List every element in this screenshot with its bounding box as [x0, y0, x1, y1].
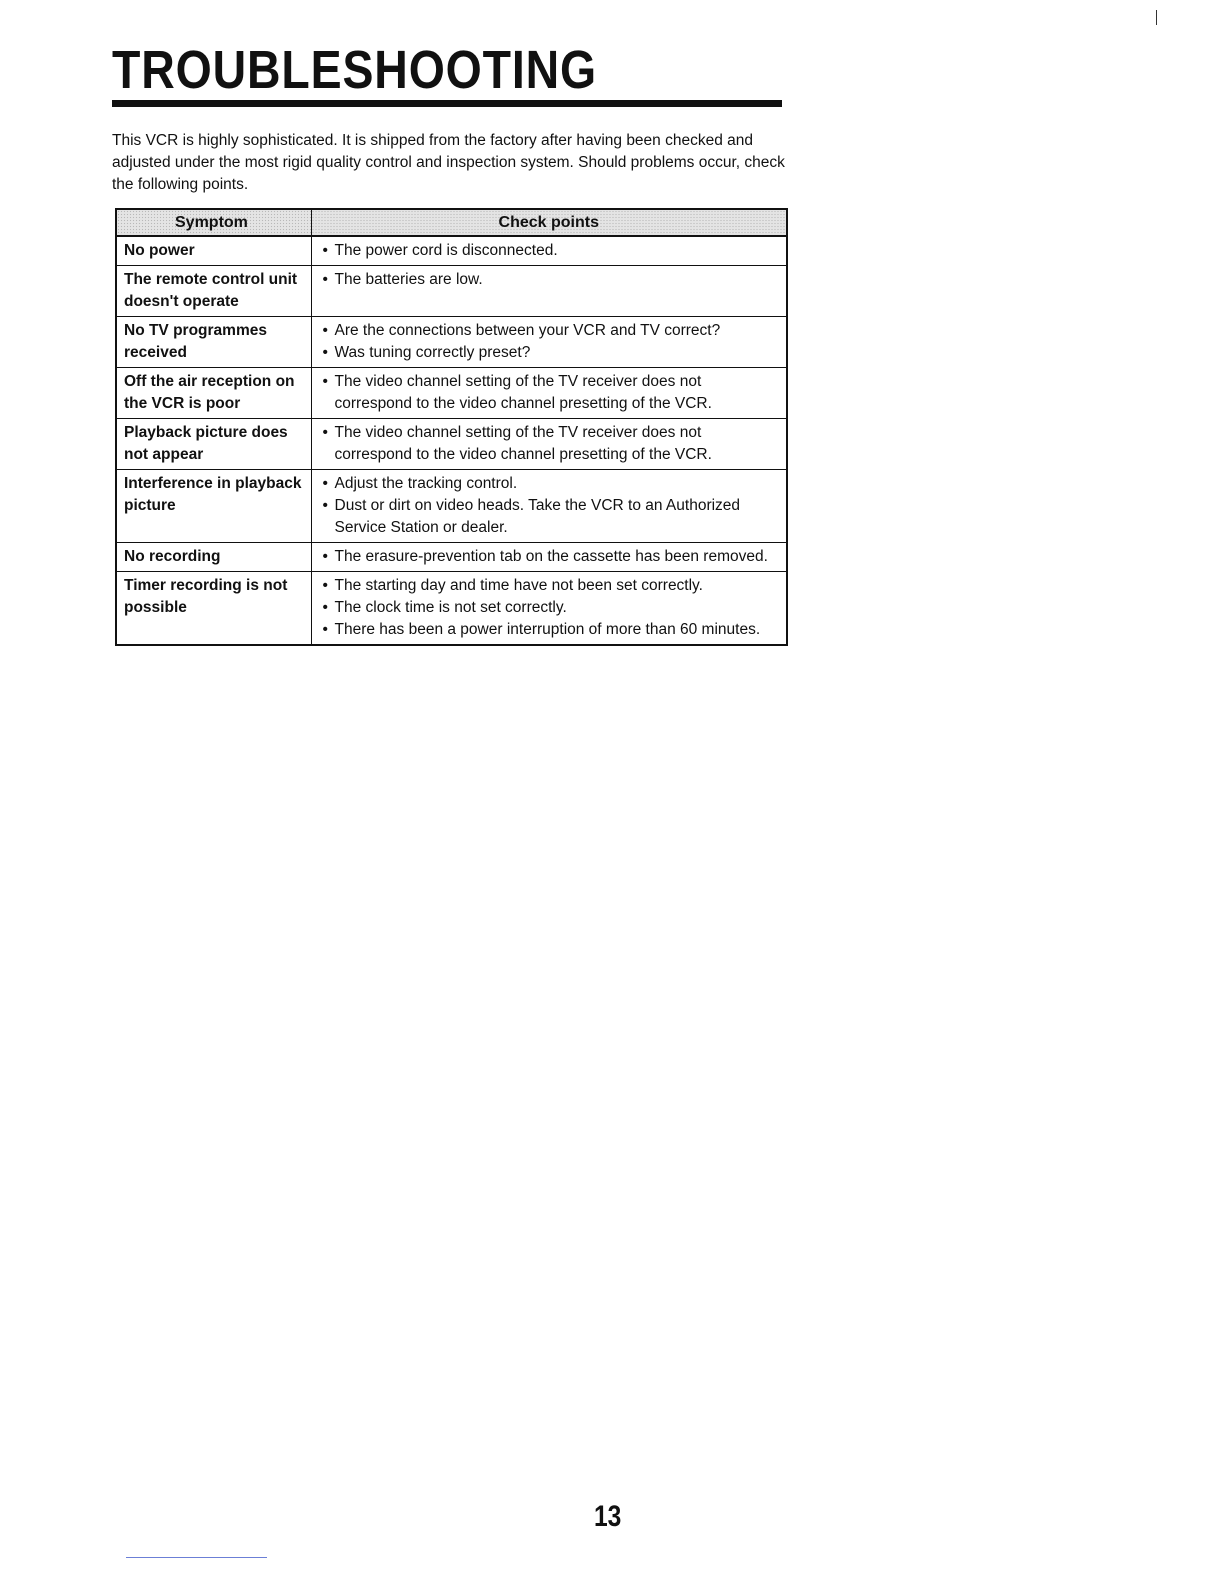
table-row [116, 470, 787, 543]
title-underline [112, 100, 782, 107]
table-row [116, 543, 787, 572]
check-item: • The video channel setting of the TV receiver does not correspond to the video channel presetting of the VCR. [322, 371, 783, 415]
table-row [116, 266, 787, 317]
corner-mark [1156, 10, 1157, 25]
check-item: • The starting day and time have not been set correctly. [322, 575, 783, 597]
table-row [116, 317, 787, 368]
check-item: • The erasure-prevention tab on the cassette has been removed. [322, 546, 783, 568]
check-points-header: Check points [311, 209, 787, 236]
check-points-cell [311, 266, 787, 317]
page-number: 13 [594, 1500, 622, 1533]
check-item: • The video channel setting of the TV receiver does not correspond to the video channel presetting of the VCR. [322, 422, 783, 466]
footer-rule [126, 1557, 267, 1558]
check-item: • There has been a power interruption of more than 60 minutes. [322, 619, 783, 641]
check-item: • Adjust the tracking control. [322, 473, 783, 495]
symptom-cell: Interference in playback picture [116, 470, 311, 543]
table-row [116, 236, 787, 266]
check-points-cell [311, 572, 787, 646]
troubleshooting-table [115, 208, 788, 646]
symptom-cell: Timer recording is not possible [116, 572, 311, 646]
table-row [116, 572, 787, 646]
check-points-cell [311, 543, 787, 572]
symptom-cell: Off the air reception on the VCR is poor [116, 368, 311, 419]
check-item: • The power cord is disconnected. [322, 240, 783, 262]
check-item: • Was tuning correctly preset? [322, 342, 783, 364]
check-points-cell [311, 368, 787, 419]
check-item: • The clock time is not set correctly. [322, 597, 783, 619]
symptom-cell: No recording [116, 543, 311, 572]
check-points-cell [311, 470, 787, 543]
symptom-header: Symptom [116, 209, 311, 236]
table-body [116, 236, 787, 645]
table-row [116, 368, 787, 419]
table-header-row [116, 209, 787, 236]
intro-paragraph: This VCR is highly sophisticated. It is shipped from the factory after having been checked and adjusted under the most rigid quality control and inspection system. Should problems occur, check the following points. [112, 132, 785, 193]
check-points-cell [311, 317, 787, 368]
check-points-cell [311, 419, 787, 470]
symptom-cell: Playback picture does not appear [116, 419, 311, 470]
check-item: • The batteries are low. [322, 269, 783, 291]
page-title: TROUBLESHOOTING [112, 40, 598, 100]
table-row [116, 419, 787, 470]
symptom-cell: No TV programmes received [116, 317, 311, 368]
check-points-cell [311, 236, 787, 266]
symptom-cell: No power [116, 236, 311, 266]
check-item: • Dust or dirt on video heads. Take the VCR to an Authorized Service Station or dealer. [322, 495, 783, 539]
symptom-cell: The remote control unit doesn't operate [116, 266, 311, 317]
check-item: • Are the connections between your VCR and TV correct? [322, 320, 783, 342]
